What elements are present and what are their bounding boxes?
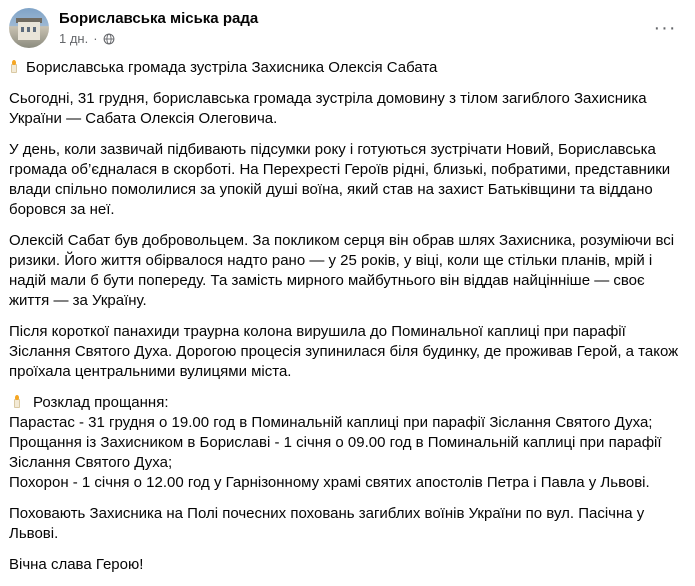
candle-icon — [9, 60, 18, 73]
avatar[interactable] — [9, 8, 49, 48]
post-paragraph: Олексій Сабат був добровольцем. За покликом серця він обрав шлях Захисника, розуміючи всі ризики. Його життя обірвалося надто рано — у 25 років, у віці, коли ще стільки планів, мрій і надій мали б бути попереду. Та замість мирного майбутнього він віддав найцінніше — своє життя — за Україну. — [9, 232, 675, 309]
post-content — [9, 58, 681, 586]
closing-line: Вічна слава Герою! — [9, 556, 144, 573]
globe-icon[interactable] — [103, 33, 115, 45]
post-title: Бориславська громада зустріла Захисника Олексія Сабата — [26, 59, 438, 76]
schedule-item: Прощання із Захисником в Бориславі - 1 січня о 09.00 год в Поминальній каплиці при парафії Зіслання Святого Духа; — [9, 434, 662, 471]
schedule-title: Розклад прощання: — [33, 394, 169, 411]
post-meta — [59, 31, 115, 47]
avatar-window — [33, 27, 36, 32]
meta-separator: · — [93, 31, 98, 46]
page-name-link[interactable]: Бориславська міська рада — [59, 10, 259, 27]
avatar-window — [27, 27, 30, 32]
post-paragraph: Після короткої панахиди траурна колона вирушила до Поминальної каплиці при парафії Зіслання Святого Духа. Дорогою процесія зупинилася біля будинку, де проживав Герой, а також проїхала центральними вулицями міста. — [9, 323, 679, 380]
post-time-link[interactable]: 1 дн. — [59, 31, 89, 46]
schedule-title-line — [9, 393, 681, 413]
post-header — [9, 8, 689, 48]
avatar-window — [21, 27, 24, 32]
burial-paragraph: Поховають Захисника на Полі почесних поховань загиблих воїнів України по вул. Пасічна у Львові. — [9, 505, 645, 542]
post-title-line — [9, 58, 681, 78]
candle-icon — [12, 395, 21, 408]
schedule-item: Парастас - 31 грудня о 19.00 год в Поминальній каплиці при парафії Зіслання Святого Духа; — [9, 414, 653, 431]
post-paragraph: У день, коли зазвичай підбивають підсумки року і готуються зустрічати Новий, Бориславська громада об’єдналася в скорботі. На Перехресті Героїв рідні, близькі, побратими, представники влади спільно помолилися за упокій душі воїна, який став на захист Батьківщини та віддано боровся за неї. — [9, 141, 671, 218]
post-paragraph: Сьогодні, 31 грудня, бориславська громада зустріла домовину з тілом загиблого Захисника України — Сабата Олексія Олеговича. — [9, 90, 647, 127]
more-horizontal-icon[interactable]: ··· — [653, 16, 677, 39]
schedule-item: Похорон - 1 січня о 12.00 год у Гарнізонному храмі святих апостолів Петра і Павла у Львові. — [9, 474, 650, 491]
